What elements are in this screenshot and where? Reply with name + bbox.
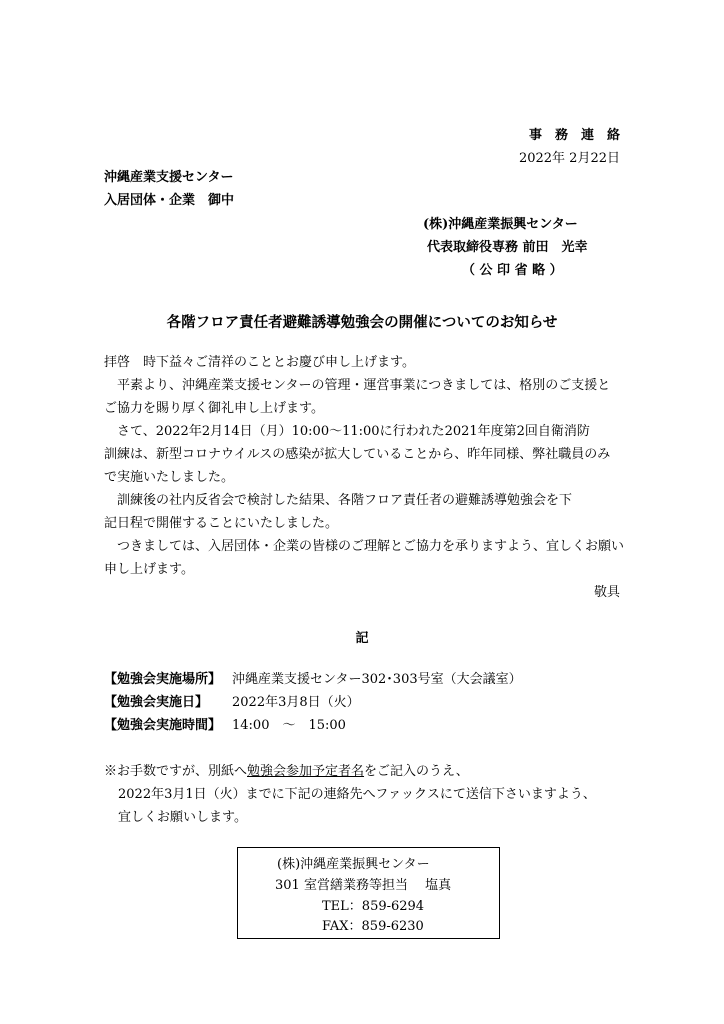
note-line-1-pre: ※お手数ですが、別紙へ bbox=[104, 764, 248, 779]
contact-tel: TEL：859-6294 bbox=[322, 899, 425, 914]
paragraph-4-line-1: つきましては、入居団体・企業の皆様のご理解とご協力を承りますよう、宜しくお願い bbox=[104, 539, 625, 554]
closing: 敬具 bbox=[593, 585, 620, 600]
notice-title: 各階フロア責任者避難誘導勉強会の開催についてのお知らせ bbox=[166, 314, 558, 331]
paragraph-4-line-2: 申し上げます。 bbox=[104, 562, 194, 577]
seal-note: （ 公 印 省 略 ） bbox=[462, 263, 563, 278]
greeting: 拝啓 時下益々ご清祥のこととお慶び申し上げます。 bbox=[104, 355, 415, 370]
date-value: 2022年3月8日（火） bbox=[232, 695, 360, 710]
recipient-org: 沖縄産業支援センター bbox=[104, 170, 234, 185]
paragraph-2-line-3: で実施いたしました。 bbox=[104, 470, 235, 485]
contact-fax: FAX：859-6230 bbox=[322, 919, 424, 934]
contact-company: (株)沖縄産業振興センター bbox=[277, 857, 430, 872]
sender-company: (株)沖縄産業振興センター bbox=[423, 217, 578, 232]
note-line-1-post: をご記入のうえ、 bbox=[364, 764, 469, 779]
note-line-1 bbox=[104, 760, 469, 779]
note-line-3: 宜しくお願いします。 bbox=[118, 810, 247, 825]
time-label: 【勉強会実施時間】 bbox=[104, 718, 222, 733]
contact-box bbox=[237, 847, 500, 939]
time-value: 14:00 ～ 15:00 bbox=[232, 718, 346, 733]
paragraph-1-line-1: 平素より、沖縄産業支援センターの管理・運営事業につきましては、格別のご支援と bbox=[104, 378, 611, 393]
note-line-1-underline: 勉強会参加予定者名 bbox=[247, 764, 365, 779]
paragraph-3-line-1: 訓練後の社内反省会で検討した結果、各階フロア責任者の避難誘導勉強会を下 bbox=[104, 493, 573, 508]
document-type: 事 務 連 絡 bbox=[528, 128, 620, 143]
sender-representative: 代表取締役専務 前田 光幸 bbox=[427, 240, 588, 255]
paragraph-2-line-1: さて、2022年2月14日（月）10:00～11:00に行われた2021年度第2回自衛消防 bbox=[104, 424, 590, 439]
contact-person: 301 室営繕業務等担当 塩真 bbox=[275, 878, 452, 893]
place-value: 沖縄産業支援センター302･303号室（大会議室） bbox=[232, 672, 522, 687]
paragraph-1-line-2: ご協力を賜り厚く御礼申し上げます。 bbox=[104, 401, 324, 416]
date-label: 【勉強会実施日】 bbox=[104, 695, 209, 710]
document-date: 2022年 2月22日 bbox=[518, 151, 620, 166]
paragraph-2-line-2: 訓練は、新型コロナウイルスの感染が拡大していることから、昨年同様、弊社職員のみ bbox=[104, 447, 611, 462]
place-label: 【勉強会実施場所】 bbox=[104, 672, 222, 687]
recipient-line2: 入居団体・企業 御中 bbox=[104, 193, 235, 208]
note-line-2: 2022年3月1日（火）までに下記の連絡先へファックスにて送信下さいますよう、 bbox=[118, 787, 596, 802]
paragraph-3-line-2: 記日程で開催することにいたしました。 bbox=[104, 516, 339, 531]
ki-heading: 記 bbox=[355, 631, 369, 646]
